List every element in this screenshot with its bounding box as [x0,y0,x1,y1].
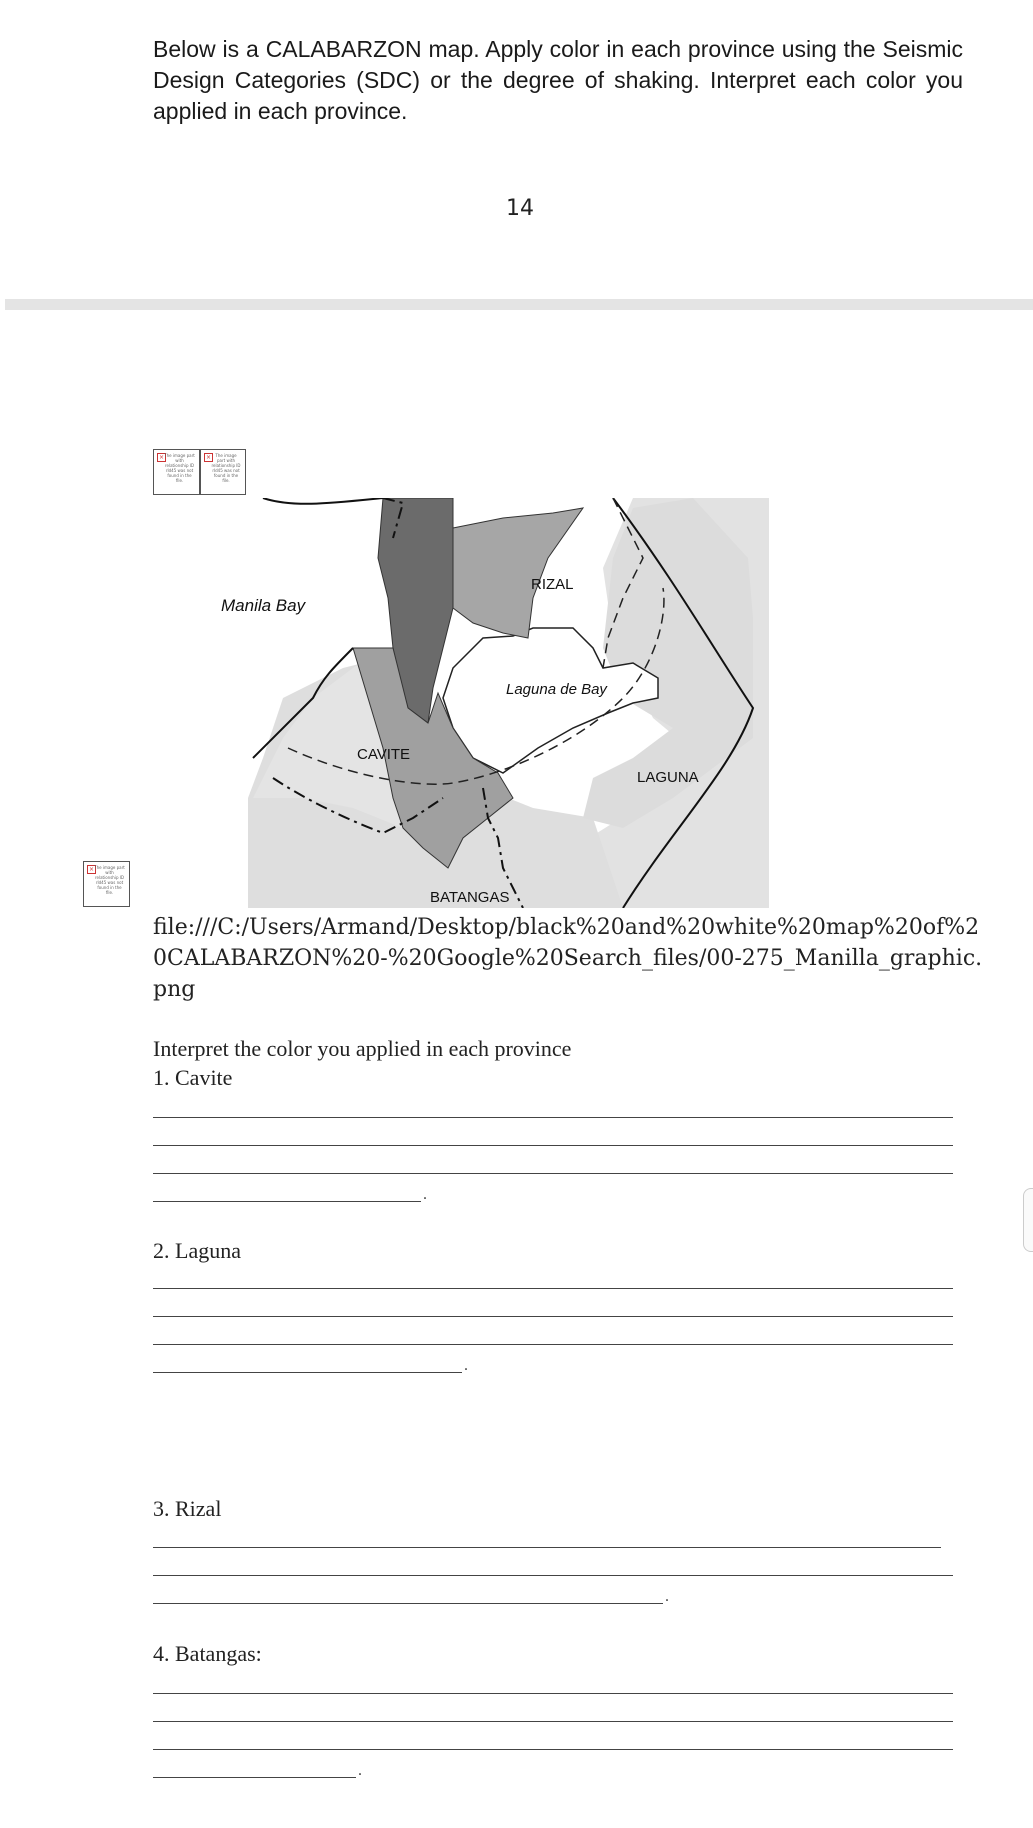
question-rizal: 3. Rizal [153,1496,222,1521]
file-path-link[interactable]: file:///C:/Users/Armand/Desktop/black%20and%20white%20map%20of%20CALABARZON%20-%20Google%20Search_files/00-275_Manilla_graphic.png [153,915,983,1002]
broken-image-text: The image part with relationship ID rId45 was not found in the file. [164,453,195,483]
answer-line[interactable] [153,1145,953,1146]
label-manila-bay: Manila Bay [221,596,306,615]
label-rizal: RIZAL [531,576,574,593]
line-end-period: . [358,1762,362,1779]
answer-line[interactable] [153,1316,953,1317]
label-laguna: LAGUNA [637,769,699,786]
answer-line[interactable] [153,1117,953,1118]
broken-image-icon: × [88,866,95,873]
answer-line[interactable] [153,1288,953,1289]
answer-line[interactable] [153,1603,663,1604]
broken-image-text: The image part with relationship ID rId45 was not found in the file. [211,453,241,483]
broken-image-placeholder [200,449,246,495]
question-laguna: 2. Laguna [153,1238,241,1263]
label-laguna-de-bay: Laguna de Bay [506,681,607,698]
questions-intro: Interpret the color you applied in each province [153,1036,572,1061]
calabarzon-map [153,498,769,908]
answer-line[interactable] [153,1173,953,1174]
scroll-tab[interactable] [1023,1188,1033,1252]
line-end-period: . [423,1186,427,1203]
answer-line[interactable] [153,1721,953,1722]
answer-line[interactable] [153,1201,421,1202]
question-cavite: 1. Cavite [153,1065,233,1090]
line-end-period: . [464,1357,468,1374]
label-cavite: CAVITE [357,746,411,763]
answer-line[interactable] [153,1575,953,1576]
broken-image-text: The image part with relationship ID rId45 was not found in the file. [94,865,125,895]
answer-line[interactable] [153,1372,462,1373]
instructions-text: Below is a CALABARZON map. Apply color in each province using the Seismic Design Categories (SDC) or the degree of shaking. Interpret each color you applied in each province. [153,36,963,124]
broken-image-placeholder [153,449,200,495]
label-batangas: BATANGAS [430,889,510,906]
answer-line[interactable] [153,1344,953,1345]
answer-line[interactable] [153,1693,953,1694]
broken-image-icon: × [205,454,212,461]
line-end-period: . [665,1588,669,1605]
broken-image-icon: × [158,454,165,461]
answer-line[interactable] [153,1749,953,1750]
page-number: 14 [506,196,534,221]
broken-image-placeholder [83,861,130,907]
page-divider [5,299,1033,310]
question-batangas: 4. Batangas: [153,1641,262,1666]
answer-line[interactable] [153,1547,941,1548]
answer-line[interactable] [153,1777,356,1778]
